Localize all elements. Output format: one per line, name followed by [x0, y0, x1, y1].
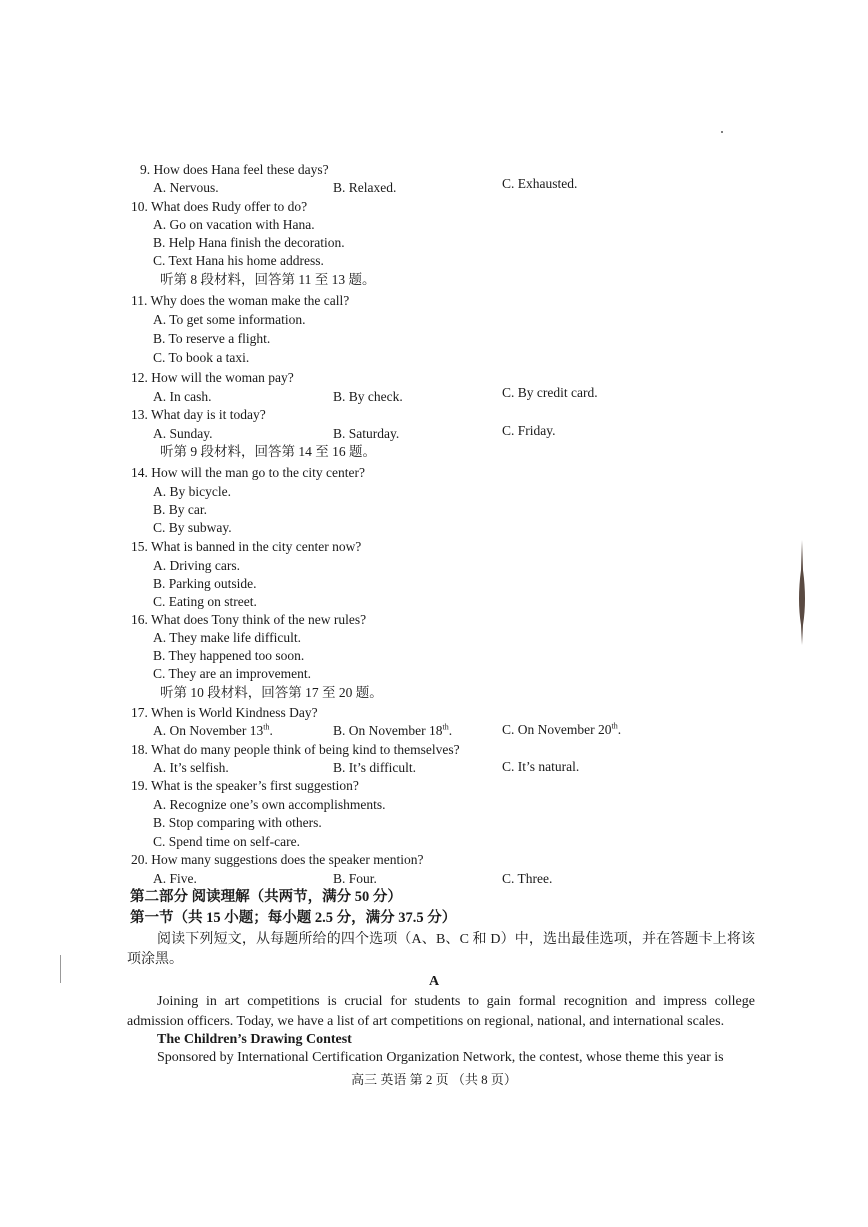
q10-option-a: A. Go on vacation with Hana. — [153, 217, 315, 232]
q17-option-a — [153, 723, 273, 739]
passage-letter: A — [428, 974, 440, 989]
q9-option-a: A. Nervous. — [153, 180, 219, 195]
q10-option-b: B. Help Hana finish the decoration. — [153, 235, 345, 250]
question-15: 15. What is banned in the city center now? — [131, 539, 362, 554]
instruction-segment-9: 听第 9 段材料，回答第 14 至 16 题。 — [160, 444, 376, 459]
q12-option-c: C. By credit card. — [502, 385, 598, 400]
passage-intro: Joining in art competitions is crucial for students to gain formal recognition and impress college admission officers. Today, we have a list of art competitions on regional, national, and international scales. — [127, 994, 755, 1029]
instruction-segment-10: 听第 10 段材料，回答第 17 至 20 题。 — [160, 685, 383, 700]
q17-option-c-period: . — [617, 722, 622, 737]
instruction-segment-8: 听第 8 段材料，回答第 11 至 13 题。 — [160, 272, 376, 287]
q17-option-b-text: B. On November 18 — [333, 723, 443, 738]
question-11: 11. Why does the woman make the call? — [131, 293, 350, 308]
section-one-heading: 第一节（共 15 小题；每小题 2.5 分，满分 37.5 分） — [130, 910, 457, 926]
q17-option-b-sup: th — [442, 722, 449, 732]
q18-option-a: A. It’s selfish. — [153, 760, 229, 775]
q17-option-a-sup: th — [263, 722, 270, 732]
question-16: 16. What does Tony think of the new rules? — [131, 612, 367, 627]
q9-option-b: B. Relaxed. — [333, 180, 397, 195]
question-14: 14. How will the man go to the city center? — [131, 465, 365, 480]
q12-option-a: A. In cash. — [153, 389, 212, 404]
q20-option-c: C. Three. — [502, 871, 553, 886]
q15-option-b: B. Parking outside. — [153, 576, 257, 591]
q18-option-b: B. It’s difficult. — [333, 760, 416, 775]
q11-option-c: C. To book a taxi. — [153, 350, 250, 365]
q17-option-c-text: C. On November 20 — [502, 722, 612, 737]
q17-option-c — [502, 722, 621, 738]
scan-artifact-mark — [797, 540, 807, 645]
q11-option-a: A. To get some information. — [153, 312, 306, 327]
q17-option-c-sup: th — [611, 721, 618, 731]
q20-option-b: B. Four. — [333, 871, 377, 886]
scan-artifact-line — [60, 955, 61, 983]
q17-option-a-text: A. On November 13 — [153, 723, 264, 738]
question-9: 9. How does Hana feel these days? — [140, 162, 329, 177]
q15-option-a: A. Driving cars. — [153, 558, 240, 573]
page-footer: 高三 英语 第 2 页 （共 8 页） — [351, 1072, 517, 1087]
q9-option-c: C. Exhausted. — [502, 176, 578, 191]
q14-option-c: C. By subway. — [153, 520, 232, 535]
q13-option-a: A. Sunday. — [153, 426, 213, 441]
contest-text: Sponsored by International Certification Organization Network, the contest, whose theme this year is — [157, 1050, 724, 1065]
q19-option-c: C. Spend time on self-care. — [153, 834, 300, 849]
q12-option-b: B. By check. — [333, 389, 403, 404]
q19-option-a: A. Recognize one’s own accomplishments. — [153, 797, 386, 812]
question-10: 10. What does Rudy offer to do? — [131, 199, 308, 214]
question-17: 17. When is World Kindness Day? — [131, 705, 318, 720]
q15-option-c: C. Eating on street. — [153, 594, 257, 609]
q14-option-a: A. By bicycle. — [153, 484, 231, 499]
part-two-heading: 第二部分 阅读理解（共两节，满分 50 分） — [130, 889, 402, 905]
question-12: 12. How will the woman pay? — [131, 370, 294, 385]
question-18: 18. What do many people think of being kind to themselves? — [131, 742, 460, 757]
contest-title: The Children’s Drawing Contest — [157, 1032, 352, 1047]
q11-option-b: B. To reserve a flight. — [153, 331, 271, 346]
q17-option-b — [333, 723, 452, 739]
question-19: 19. What is the speaker’s first suggestion? — [131, 778, 359, 793]
q17-option-b-period: . — [448, 723, 453, 738]
question-20: 20. How many suggestions does the speaker mention? — [131, 852, 424, 867]
q16-option-a: A. They make life difficult. — [153, 630, 301, 645]
q19-option-b: B. Stop comparing with others. — [153, 815, 322, 830]
q16-option-c: C. They are an improvement. — [153, 666, 311, 681]
q14-option-b: B. By car. — [153, 502, 207, 517]
q20-option-a: A. Five. — [153, 871, 197, 886]
question-13: 13. What day is it today? — [131, 407, 266, 422]
q16-option-b: B. They happened too soon. — [153, 648, 305, 663]
scan-artifact-dot — [721, 131, 723, 133]
q10-option-c: C. Text Hana his home address. — [153, 253, 324, 268]
q13-option-b: B. Saturday. — [333, 426, 400, 441]
q17-option-a-period: . — [269, 723, 273, 738]
q18-option-c: C. It’s natural. — [502, 759, 580, 774]
q13-option-c: C. Friday. — [502, 423, 556, 438]
reading-directions: 阅读下列短文，从每题所给的四个选项（A、B、C 和 D）中，选出最佳选项，并在答题卡上将该项涂黑。 — [127, 932, 755, 967]
